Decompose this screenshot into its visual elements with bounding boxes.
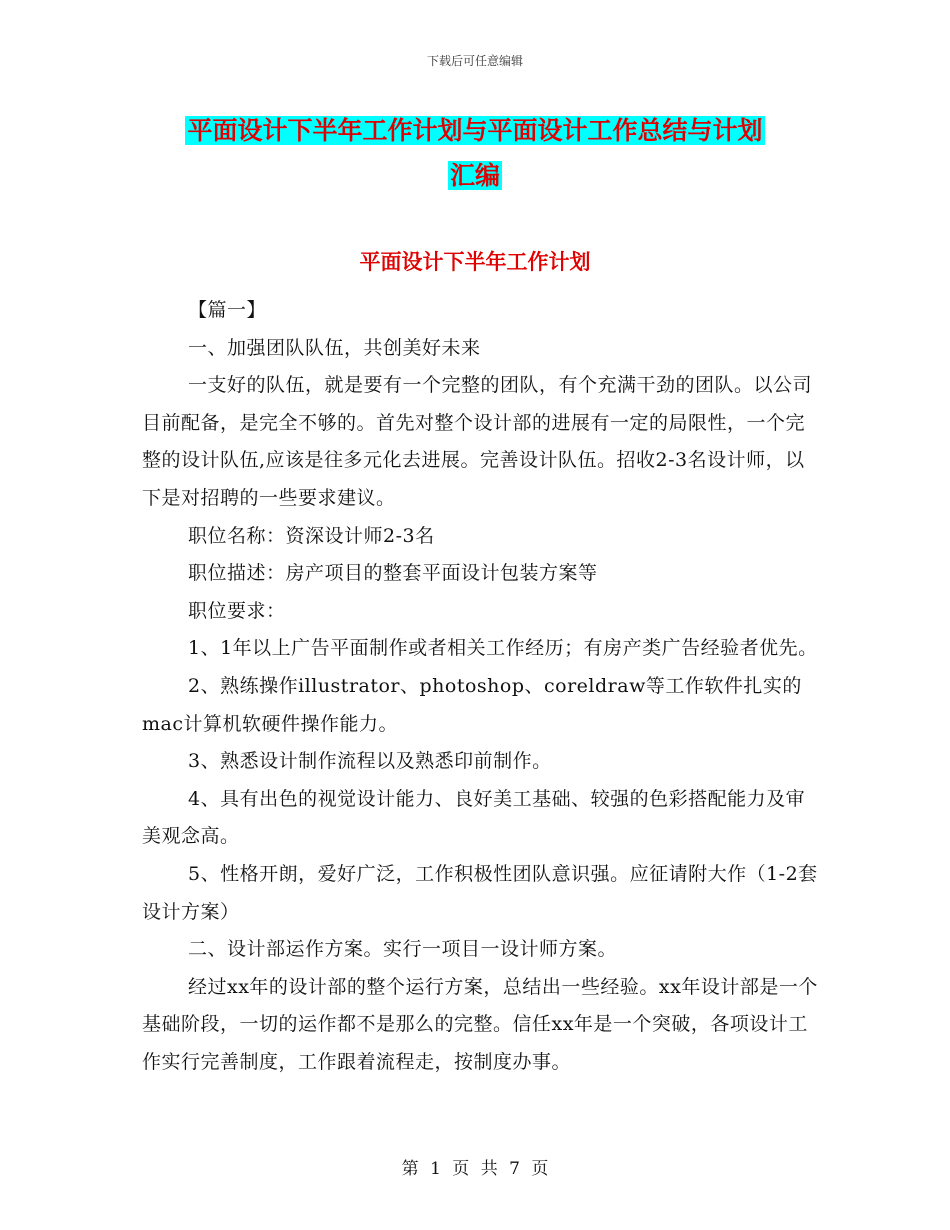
paragraph: 一、加强团队队伍，共创美好未来 <box>188 336 481 359</box>
section-title: 平面设计下半年工作计划 <box>359 250 591 274</box>
page-footer: 第 1 页 共 7 页 <box>401 1159 549 1179</box>
paragraph: 【篇一】 <box>188 299 267 321</box>
paragraph: 4、具有出色的视觉设计能力、良好美工基础、较强的色彩搭配能力及审美观念高。 <box>142 787 806 848</box>
paragraph: 5、性格开朗，爱好广泛，工作积极性团队意识强。应征请附大作（1-2套设计方案） <box>142 862 818 923</box>
document-title-line-1: 平面设计下半年工作计划与平面设计工作总结与计划 <box>187 116 763 145</box>
paragraph: 3、熟悉设计制作流程以及熟悉印前制作。 <box>188 750 552 773</box>
paragraph: 经过xx年的设计部的整个运行方案，总结出一些经验。xx年设计部是一个基础阶段，一切的运作都不是那么的完整。信任xx年是一个突破，各项设计工作实行完善制度，工作跟着流程走，按制度办事。 <box>142 975 818 1073</box>
paragraph: 1、1年以上广告平面制作或者相关工作经历；有房产类广告经验者优先。 <box>188 637 818 660</box>
paragraph: 职位要求： <box>188 599 286 622</box>
body-text <box>142 292 822 1081</box>
document-title-line-2: 汇编 <box>449 161 500 190</box>
paragraph: 二、设计部运作方案。实行一项目一设计师方案。 <box>188 938 618 961</box>
paragraph: 一支好的队伍，就是要有一个完整的团队，有个充满干劲的团队。以公司目前配备，是完全不够的。首先对整个设计部的进展有一定的局限性，一个完整的设计队伍,应该是往多元化去进展。完善设计队伍。招收2-3名设计师，以下是对招聘的一些要求建议。 <box>142 374 813 509</box>
paragraph: 2、熟练操作illustrator、photoshop、coreldraw等工作软件扎实的mac计算机软硬件操作能力。 <box>142 674 802 735</box>
paragraph: 职位描述：房产项目的整套平面设计包装方案等 <box>188 562 598 585</box>
document-title <box>0 108 950 198</box>
header-note: 下载后可任意编辑 <box>426 54 523 68</box>
paragraph: 职位名称：资深设计师2-3名 <box>188 524 435 547</box>
